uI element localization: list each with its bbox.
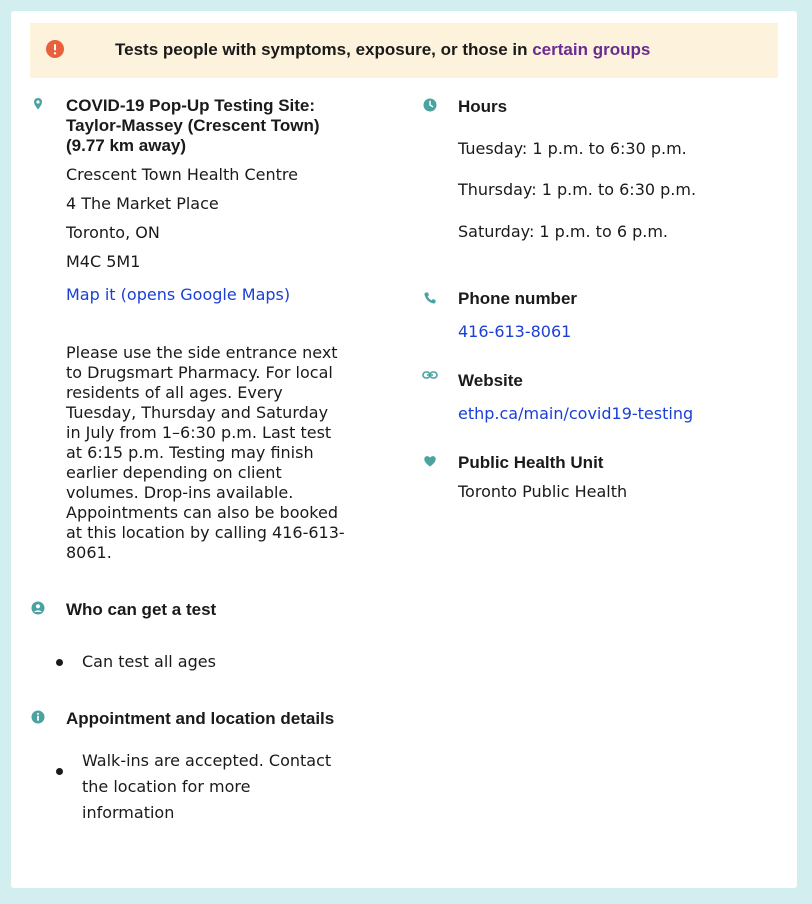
phone-heading: Phone number (458, 289, 578, 308)
appointment-item-line: information (82, 803, 175, 822)
description-line: in July from 1–6:30 p.m. Last test (66, 423, 332, 442)
alert-icon (46, 40, 64, 58)
map-it-link[interactable]: Map it (opens Google Maps) (66, 285, 291, 304)
location-title-line-1: COVID-19 Pop-Up Testing Site: (66, 96, 316, 115)
who-item: Can test all ages (82, 652, 216, 671)
link-icon (422, 368, 438, 382)
description-line: residents of all ages. Every (66, 383, 283, 402)
hours-heading: Hours (458, 97, 508, 116)
address-line-2: 4 The Market Place (66, 194, 219, 213)
appointment-item-line: Walk-ins are accepted. Contact (82, 751, 332, 770)
health-unit-heading: Public Health Unit (458, 453, 604, 472)
heart-icon (423, 454, 437, 468)
bullet (56, 659, 63, 666)
description-line: Tuesday, Thursday and Saturday (66, 403, 329, 422)
banner-message: Tests people with symptoms, exposure, or those in (115, 40, 533, 59)
description-line: Appointments can also be booked (66, 503, 338, 522)
testing-site-card (11, 11, 797, 888)
address-line-1: Crescent Town Health Centre (66, 165, 298, 184)
health-unit-value: Toronto Public Health (458, 482, 628, 501)
description-line: to Drugsmart Pharmacy. For local (66, 363, 333, 382)
appointment-heading: Appointment and location details (66, 709, 335, 728)
hours-line: Thursday: 1 p.m. to 6:30 p.m. (458, 180, 697, 199)
who-heading: Who can get a test (66, 600, 217, 619)
description-line: Please use the side entrance next (66, 343, 338, 362)
appointment-item-line: the location for more (82, 777, 251, 796)
address-line-4: M4C 5M1 (66, 252, 141, 271)
clock-icon (423, 98, 437, 112)
website-link[interactable]: ethp.ca/main/covid19-testing (458, 404, 694, 423)
map-pin-icon (31, 97, 45, 111)
phone-icon (423, 291, 437, 305)
info-icon (31, 710, 45, 724)
phone-link[interactable]: 416-613-8061 (458, 322, 572, 341)
description-line: earlier depending on client (66, 463, 282, 482)
eligibility-banner (30, 23, 778, 78)
description-line: 8061. (66, 543, 112, 562)
description-line: at this location by calling 416-613- (66, 523, 345, 542)
hours-line: Saturday: 1 p.m. to 6 p.m. (458, 222, 669, 241)
description-line: volumes. Drop-ins available. (66, 483, 294, 502)
location-distance: (9.77 km away) (66, 136, 187, 155)
description-line: at 6:15 p.m. Testing may finish (66, 443, 314, 462)
certain-groups-link[interactable]: certain groups (532, 40, 651, 59)
bullet (56, 768, 63, 775)
banner-text (115, 40, 650, 60)
website-heading: Website (458, 371, 523, 390)
hours-line: Tuesday: 1 p.m. to 6:30 p.m. (458, 139, 687, 158)
location-title-line-2: Taylor-Massey (Crescent Town) (66, 116, 320, 135)
person-icon (31, 601, 45, 615)
address-line-3: Toronto, ON (66, 223, 160, 242)
